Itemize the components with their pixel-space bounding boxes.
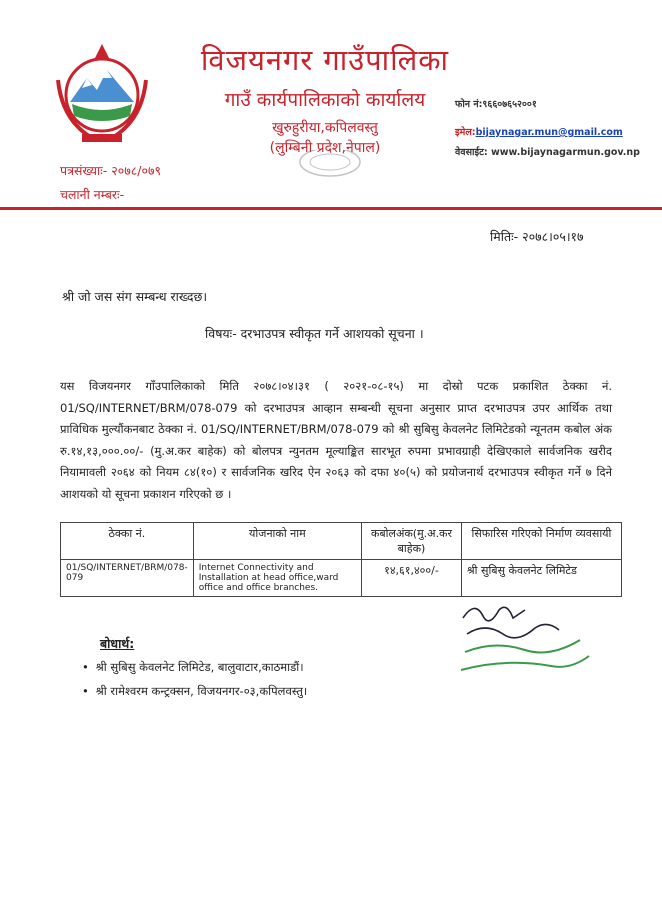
cc-title: बोधार्थ: xyxy=(100,636,135,651)
email-line xyxy=(455,125,623,138)
table-row xyxy=(61,560,622,597)
office-province: (लुम्बिनी प्रदेश,नेपाल) xyxy=(269,140,381,156)
bullet-icon: • xyxy=(82,684,89,698)
phone-number: फोन नं:९६६०७६५२००१ xyxy=(455,99,537,110)
cc-item-text: श्री रामेश्वरम कन्ट्रक्सन, विजयनगर-०३,कपिलवस्तु। xyxy=(95,684,308,698)
reference-number: पत्रसंख्याः- २०७८/०७९ xyxy=(60,163,161,178)
subject-line: विषयः- दरभाउपत्र स्वीकृत गर्ने आशयको सूचना । xyxy=(205,326,424,341)
cc-item-text: श्री सुबिसु केवलनेट लिमिटेड, बालुवाटार,काठमाडौं। xyxy=(95,660,304,674)
office-subtitle: गाउँ कार्यपालिकाको कार्यालय xyxy=(224,89,426,111)
table-header: ठेक्का नं. xyxy=(61,523,194,560)
project-name-cell: Internet Connectivity and Installation at head office,ward office and office branches. xyxy=(193,560,361,597)
table-header: योजनाको नाम xyxy=(193,523,361,560)
recommended-vendor-cell: श्री सुबिसु केवलनेट लिमिटेड xyxy=(461,560,621,597)
bid-amount-cell: १४,६१,४००/- xyxy=(362,560,462,597)
contract-number-cell: 01/SQ/INTERNET/BRM/078-079 xyxy=(61,560,194,597)
office-seal xyxy=(290,150,370,180)
signature-stamp xyxy=(455,600,595,680)
letter-date: मितिः- २०७८।०५।१७ xyxy=(490,229,584,244)
office-name: विजयनगर गाउँपालिका xyxy=(200,43,450,77)
notice-body: यस विजयनगर गाँउपालिकाको मिति २०७८।०४।३१ ( २०२१-०८-१५) मा दोस्रो पटक प्रकाशित ठेक्का नं. 01/SQ/INTERNET/BRM/078-079 को दरभाउपत्र आव्हान सम्बन्धी सूचना अनुसार प्राप्त दरभाउपत्र उपर आर्थिक तथा प्राविधिक मुल्यौंकनबाट ठेक्का नं. 01/SQ/INTERNET/BRM/078-079 को श्री सुबिसु केवलनेट लिमिटेडको न्यूनतम कबोल अंक रु.१४,१३,०००.००/- (मु.अ.कर बाहेक) को बोलपत्र न्युनतम मूल्याङ्कित सारभूत रुपमा प्रभावग्राही देखिएकाले सार्वजनिक खरीद नियामावली २०६४ को नियम ८४(१०) र सार्वजनिक खरिद ऐन २०६३ को दफा ४०(५) को प्रयोजनार्थ दरभाउपत्र स्वीकृत गर्ने ७ दिने आशयको यो सूचना प्रकाशन गरिएको छ । xyxy=(60,379,612,501)
table-header: सिफारिस गरिएको निर्माण व्यवसायी xyxy=(461,523,621,560)
emblem-logo xyxy=(52,40,152,145)
office-address: खुरुहुरीया,कपिलवस्तु xyxy=(272,120,378,136)
dispatch-number: चलानी नम्बरः- xyxy=(60,187,125,202)
bullet-icon: • xyxy=(82,660,89,674)
website[interactable]: वेवसाईट: www.bijaynagarmun.gov.np xyxy=(455,147,640,158)
email-link[interactable]: bijaynagar.mun@gmail.com xyxy=(475,127,623,138)
addressee: श्री जो जस संग सम्बन्ध राख्दछ। xyxy=(62,289,208,304)
email-label: इमेल: xyxy=(455,127,476,138)
table-header-row xyxy=(61,523,622,560)
table-header: कबोलअंक(मु.अ.कर बाहेक) xyxy=(362,523,462,560)
cc-item xyxy=(82,684,307,699)
cc-item xyxy=(82,660,304,675)
bid-table xyxy=(60,522,622,597)
header-divider xyxy=(0,207,662,210)
